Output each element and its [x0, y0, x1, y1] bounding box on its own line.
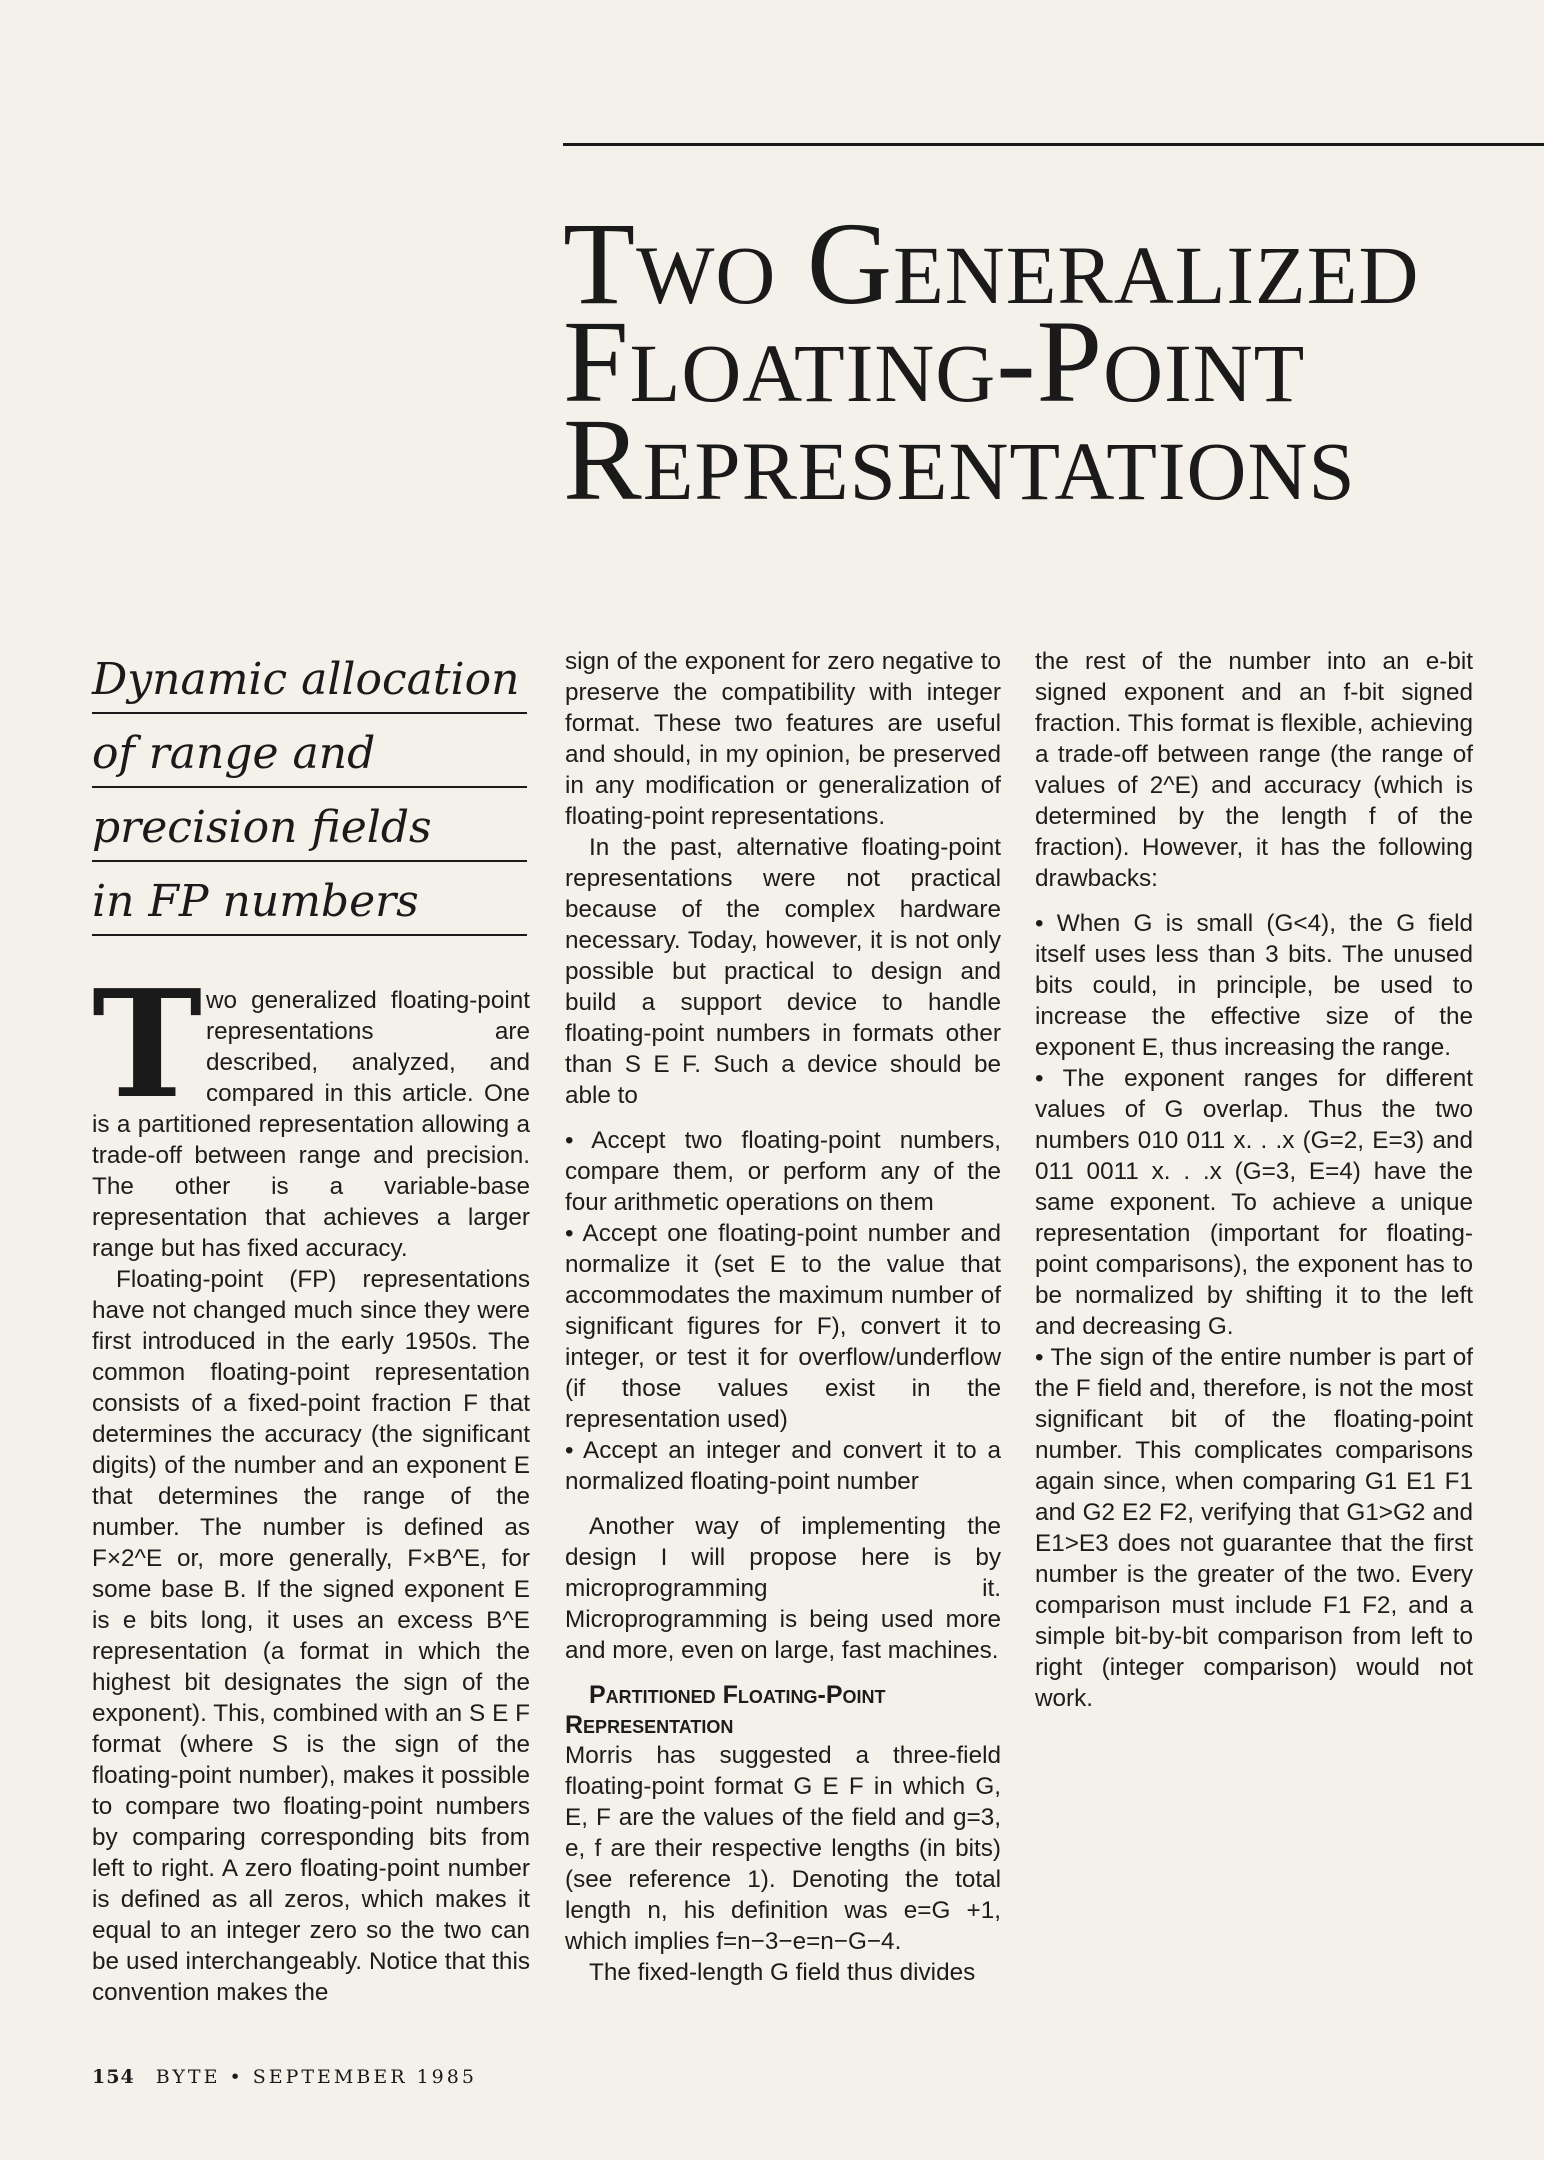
bullet-item: • Accept one floating-point number and normalize it (set E to the value that accommodates the maximum number of significant figures for F), convert it to integer, or test it for overflow/underflow (if those values exist in the representation used): [565, 1220, 1001, 1433]
body-paragraph: The fixed-length G field thus divides: [589, 1959, 976, 1986]
body-paragraph: Floating-point (FP) representations have not changed much since they were first introduced in the early 1950s. The common floating-point representation consists of a fixed-point fraction F that determines the accuracy (the significant digits) of the number and an exponent E that determines the range of the number. The number is defined as F×2^E or, more generally, F×B^E, for some base B. If the signed exponent E is e bits long, it uses an excess B^E representation (a format in which the highest bit designates the sign of the exponent). This, combined with an S E F format (where S is the sign of the floating-point number), makes it possible to compare two floating-point numbers by comparing corresponding bits from left to right. A zero floating-point number is defined as all zeros, which makes it equal to an integer zero so the two can be used interchangeably. Notice that this convention makes the: [92, 1266, 530, 2006]
title-line: Two Generalized: [563, 198, 1420, 329]
page-number: 154: [92, 2066, 135, 2088]
intro-paragraph: wo generalized floating-point representations are described, analyzed, and compared in this article. One is a partitioned representation allowing a trade-off between range and precision. The other is a variable-base representation that achieves a larger range but has fixed accuracy.: [92, 987, 530, 1262]
deck-line: in FP numbers: [92, 862, 527, 936]
article-title: [563, 198, 1544, 525]
top-rule: [563, 143, 1544, 146]
bullet-item: • Accept two floating-point numbers, compare them, or perform any of the four arithmetic operations on them: [565, 1127, 1001, 1216]
section-heading: Partitioned Floating-Point Representation: [565, 1681, 886, 1739]
deck-line: of range and: [92, 714, 527, 788]
body-paragraph: the rest of the number into an e-bit signed exponent and an f-bit signed fraction. This format is flexible, achieving a trade-off between range (the range of values of 2^E) and accuracy (which is determined by the length f of the fraction). However, it has the following drawbacks:: [1035, 648, 1473, 892]
bullet-item: • The exponent ranges for different values of G overlap. Thus the two numbers 010 011 x. . .x (G=2, E=3) and 011 0011 x. . .x (G=3, E=4) have the same exponent. To achieve a unique representation (important for floating-point comparisons), the exponent has to be normalized by shifting it to the left and decreasing G.: [1035, 1065, 1473, 1340]
body-paragraph: Another way of implementing the design I will propose here is by microprogramming it. Microprogramming is being used more and more, even on large, fast machines.: [565, 1513, 1001, 1664]
column-2: [565, 646, 1001, 1988]
body-paragraph: In the past, alternative floating-point representations were not practical because of the complex hardware necessary. Today, however, it is not only possible but practical to design and build a support device to handle floating-point numbers in formats other than S E F. Such a device should be able to: [565, 834, 1001, 1109]
bullet-item: • The sign of the entire number is part of the F field and, therefore, is not the most significant bit of the floating-point number. This complicates comparisons again since, when comparing G1 E1 F1 and G2 E2 F2, verifying that G1>G2 and E1>E3 does not guarantee that the first number is the greater of the two. Every comparison must include F1 F2, and a simple bit-by-bit comparison from left to right (integer comparison) would not work.: [1035, 1344, 1473, 1712]
body-paragraph: sign of the exponent for zero negative to preserve the compatibility with integer format. These two features are useful and should, in my opinion, be preserved in any modification or generalization of floating-point representations.: [565, 648, 1001, 830]
title-line: Representations: [563, 394, 1356, 525]
bullet-item: • When G is small (G<4), the G field itself uses less than 3 bits. The unused bits could, in principle, be used to increase the effective size of the exponent E, thus increasing the range.: [1035, 910, 1473, 1061]
deck-line: precision fields: [92, 788, 527, 862]
column-1: [92, 957, 530, 2008]
publication-line: BYTE • SEPTEMBER 1985: [155, 2066, 477, 2088]
body-paragraph: Morris has suggested a three-field floating-point format G E F in which G, E, F are the values of the field and g=3, e, f are their respective lengths (in bits) (see reference 1). Denoting the total length n, his definition was e=G +1, which implies f=n−3−e=n−G−4.: [565, 1742, 1001, 1955]
page-footer: [92, 2066, 477, 2088]
bullet-item: • Accept an integer and convert it to a normalized floating-point number: [565, 1437, 1001, 1495]
title-line: Floating-Point: [563, 296, 1306, 427]
article-deck: [92, 640, 527, 936]
column-3: [1035, 646, 1473, 1714]
drop-cap: T: [92, 957, 203, 1131]
deck-line: Dynamic allocation: [92, 640, 527, 714]
